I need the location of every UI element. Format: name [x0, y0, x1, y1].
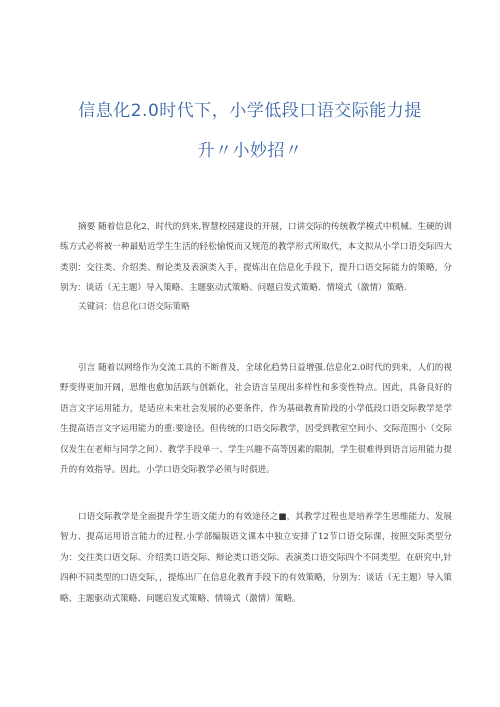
title-line-2: 升〃小妙招〃 [197, 141, 303, 161]
title-line-1: 信息化2.0时代下，小学低段口语交际能力提 [78, 101, 422, 121]
intro-paragraph: 引言 随着以网络作为交流工具的不断普及，全球化趋势日益增强.信息化2.0时代的到来，人们的视野变得更加开阔，思维也愈加活跃与创新化，社会语言呈现出多样性和多变性特点。因此，具备良好的语言文字运用能力，是适应未来社会发展的必要条件，作为基础教育阶段的小学低段口语交际教学是学生提高语言文字运用能力的重:要途径。但传统的口语交际教学，因受到教室空间小、交际范围小（交际仅发生在老师与同学之间）、教学手段单一、学生兴趣不高等因素的限制，学生很难得到语言运用能力提升的有效指导。因此，小学口语交际教学必须与时俱进。 [60, 362, 452, 476]
abstract-paragraph: 摘要 随着信息化2，时代的到来,智慧校园建设的开展，口讲交际的传统教学模式中机械、生硬的训练方式必将被一种最贴近学生生活的轻松愉悦而又规范的教学形式所取代，本文拟从小学口语交际四大类别：交往类、介绍类、辩论类及表演类入手，提炼出在信息化手段下，提升口语交际能力的策略，分别为：谈话（无主题）导入策略、主题驱动式策略、问题启发式策略、情境式（激情）策略. [60, 221, 452, 294]
body-paragraph: 口语交际教学是全面提升学生语文能力的有效途径之■，其教学过程也是培养学生思维能力、发展智力、提高运用语言能力的过程.小学部编版语文课本中独立安排了12节口语交际课，按照交际类型分为：交往类口语交际、介绍类口语交际、辩论类口语交际、表演类口语交际四个不同类型。在研究中,针四种不同类型的口语交际，，提炼出厂在信息化教育手段下的有效策略，分别为：谈话（无主题）导入策略、主题驱动式策略、问题启发式策略、情境式（激情）策略。 [60, 511, 452, 604]
keywords-line: 关键词：信息化口语交际策略 [78, 301, 190, 312]
